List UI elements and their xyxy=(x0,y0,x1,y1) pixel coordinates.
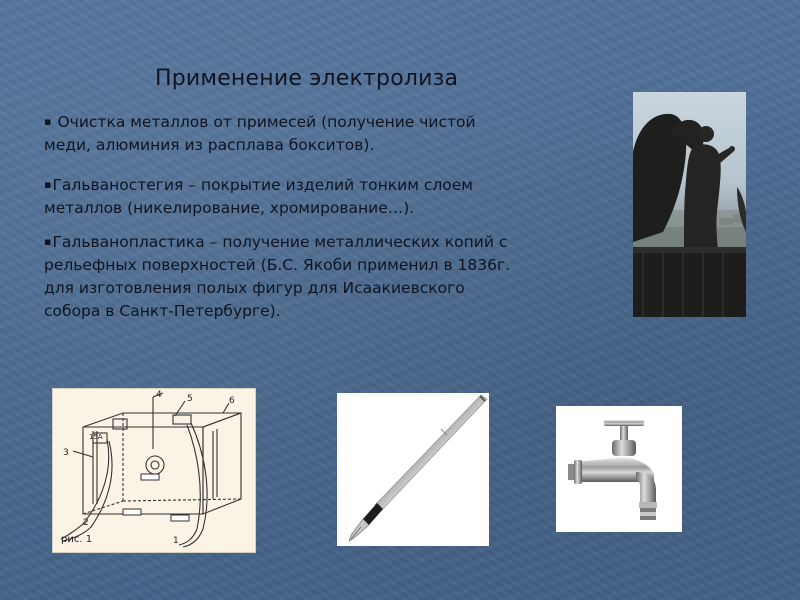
bullet-purification xyxy=(44,110,604,157)
angel-statue-icon xyxy=(633,92,746,317)
callout-label: 2 xyxy=(83,518,89,528)
bullet-text-line: Очистка металлов от примесей (получение чистой xyxy=(57,113,476,131)
callout-label: 1 xyxy=(173,536,179,546)
bullet-marker: ▪ xyxy=(44,235,52,248)
bullet-text-line: Гальваностегия – покрытие изделий тонким слоем xyxy=(52,176,473,194)
callout-label: 3 xyxy=(63,448,69,458)
bullet-text-line: меди, алюминия из расплава бокситов). xyxy=(44,136,375,154)
bullet-marker: ▪ xyxy=(44,115,52,128)
bullet-text-line: рельефных поверхностей (Б.С. Якоби применил в 1836г. xyxy=(44,256,511,274)
bullet-text-line: металлов (никелирование, хромирование…). xyxy=(44,199,415,217)
electrolysis-apparatus-icon xyxy=(53,389,257,554)
bullet-text-line: для изготовления полых фигур для Исаакиевского xyxy=(44,279,465,297)
callout-label: 5 xyxy=(187,394,193,404)
water-tap-icon xyxy=(556,406,682,532)
bullet-text-line: Гальванопластика – получение металлических копий с xyxy=(52,233,508,251)
callout-label: 6 xyxy=(229,396,235,406)
angel-statue-photo xyxy=(633,92,746,317)
plate-label: 15А xyxy=(89,433,103,441)
slide-title: Применение электролиза xyxy=(155,66,459,91)
bullet-text-line: собора в Санкт-Петербурге). xyxy=(44,302,281,320)
figure-caption: рис. 1 xyxy=(61,534,93,545)
electrolysis-figure xyxy=(52,388,256,553)
bullet-galvanoplasty xyxy=(44,230,604,323)
bullet-galvanostegy xyxy=(44,173,604,220)
fountain-pen-icon xyxy=(337,393,489,546)
water-tap-photo xyxy=(556,406,682,532)
fountain-pen-photo xyxy=(337,393,489,546)
callout-label: 4 xyxy=(156,390,162,400)
bullet-marker: ▪ xyxy=(44,178,52,191)
